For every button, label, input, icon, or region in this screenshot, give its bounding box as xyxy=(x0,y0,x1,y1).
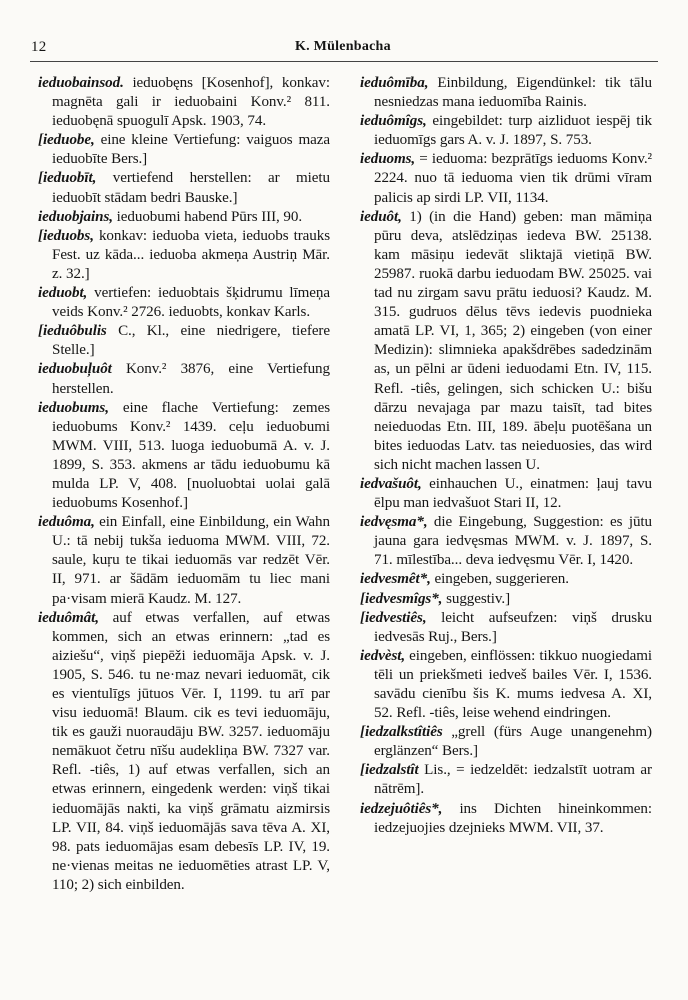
entry-definition: eine flache Vertiefung: zemes ieduobums Konv.² 1439. ceļu ieduobumi MWM. VIII, 513. luoga ieduobumā A. v. J. 1899, S. 353. akmens ar tādu ieduobumu kā mulda LP. V, 408. [nuoluobtai uolai galā ieduobums Kosenhof.] xyxy=(52,399,330,512)
entry-headword: iedvesmêt*, xyxy=(360,571,431,588)
entry-definition: = ieduoma: bezprātīgs ieduoms Konv.² 2224. nuo tā ieduoma vien tik drūmi vīram palicis ap sirdi LP. VII, 1134. xyxy=(374,151,652,206)
entry-headword: ieduobums, xyxy=(38,399,109,416)
dictionary-entry xyxy=(38,399,330,514)
entry-definition: ein Einfall, eine Einbildung, ein Wahn U.: tā nebij tukša ieduoma MWM. VIII, 72. saule, kuŗu te tikai ieduomās var redzēt Vēr. II, 971. ar šādām ieduomām tu liec mani pa·visam mierā Kaudz. M. 127. xyxy=(52,514,330,607)
entry-headword: ieduobt, xyxy=(38,285,88,302)
dictionary-entry xyxy=(38,284,330,322)
entry-definition: eingeben, suggerieren. xyxy=(430,571,569,588)
entry-headword: ieduômība, xyxy=(360,75,429,91)
dictionary-entry xyxy=(360,761,652,799)
entry-definition: ieduobęns [Kosenhof], konkav: magnēta gali ir ieduobaini Konv.² 811. ieduobęnā spuogulī Apsk. 1903, 74. xyxy=(52,75,330,130)
entry-definition: Konv.² 3876, eine Vertiefung herstellen. xyxy=(52,361,330,397)
entry-definition: 1) (in die Hand) geben: man māmiņa pūru deva, atslēdziņas iedeva BW. 25138. kam māsiņu iedevāt sliktajā vietiņā BW. 25987. ruokā darbu ieduodam BW. 25025. vai tad nu zirgam savu prātu ieduosi? Kaudz. M. 315. gudruos dēlus tēvs iedevis puodnieka amatā LP. VI, 1, 365; 2) eingeben (von einer Medizin): slimniekа apakšdrēbes sadedzinām as, un pēlni ar ūdeni ieduodami Etn. IV, 115. Refl. -tiês, gelingen, sich schicken U.: bišu dārzu nevajaga par mazu taisīt, tad bites neieduodas Etn. III, 189. ābeļu puotēšana un bites ieduodas Latv. tas neieduosies, das wird sich nicht machen lassen U. xyxy=(374,208,652,473)
left-dictionary-column xyxy=(38,74,330,895)
page-number: 12 xyxy=(31,39,47,55)
entry-definition: suggestiv.] xyxy=(442,590,511,607)
dictionary-entry xyxy=(38,322,330,360)
page-header xyxy=(30,37,658,62)
entry-headword: [ieduobs, xyxy=(38,227,94,244)
entry-headword: iedzejuôtiês*, xyxy=(360,800,443,817)
entry-headword: ieduômîgs, xyxy=(360,113,427,130)
dictionary-entry xyxy=(38,208,330,227)
dictionary-entry xyxy=(360,723,652,761)
entry-headword: ieduobjains, xyxy=(38,208,113,225)
dictionary-entry xyxy=(360,609,652,647)
entry-headword: iedvèst, xyxy=(360,647,406,664)
dictionary-entry xyxy=(38,360,330,398)
entry-headword: ieduôt, xyxy=(360,208,402,225)
dictionary-entry xyxy=(38,169,330,207)
entry-definition: konkav: ieduoba vieta, ieduobs trauks Fest. uz kāda... ieduoba akmeņa Austriņ Mār. z. 32.] xyxy=(52,227,330,282)
entry-headword: ieduoms, xyxy=(360,151,416,168)
entry-definition: leicht aufseufzen: viņš drusku iedvesās Ruj., Bers.] xyxy=(374,609,652,645)
dictionary-entry xyxy=(360,112,652,150)
entry-definition: vertiefend herstellen: ar mietu ieduobīt stādam bedri Bauske.] xyxy=(52,170,330,206)
entry-definition: eingebildet: turp aizliduot iespēj tik ieduomīgs gars A. v. J. 1897, S. 753. xyxy=(374,113,652,149)
entry-headword: [iedzalkstîtiês xyxy=(360,724,443,741)
right-dictionary-column xyxy=(360,74,652,838)
entry-headword: [ieduôbulis xyxy=(38,323,107,340)
entry-definition: die Eingebung, Suggestion: es jūtu jauna gara iedvęsmas MWM. v. J. 1897, S. 71. mīlestība... deva iedvęsmu Vēr. I, 1420. xyxy=(374,514,652,569)
entry-headword: [iedvesmîgs*, xyxy=(360,590,443,607)
dictionary-entry xyxy=(360,475,652,513)
dictionary-entry xyxy=(360,208,652,475)
entry-definition: „grell (fürs Auge unangenehm) erglänzen“ Bers.] xyxy=(374,724,652,760)
entry-headword: iedvašuôt, xyxy=(360,475,422,492)
dictionary-entry xyxy=(360,590,652,609)
dictionary-entry xyxy=(38,227,330,284)
entry-definition: Lis., = iedzeldēt: iedzalstīt uotram ar nātrēm]. xyxy=(374,762,652,798)
entry-headword: [ieduobe, xyxy=(38,132,95,149)
entry-definition: einhauchen U., einatmen: ļauj tavu ēlpu man iedvašuot Stari II, 12. xyxy=(374,475,652,512)
entry-definition: Einbildung, Eigendünkel: tik tālu nesniedzas mana ieduomība Rainis. xyxy=(374,75,652,111)
dictionary-entry xyxy=(360,513,652,570)
entry-definition: auf etwas verfallen, auf etwas kommen, sich an etwas erinnern: „tad es aiziešu“, viņš piepēži ieduomāja Apsk. v. J. 1905, S. 546. tu ne·maz nevari ieduomāt, cik es vientulīgs jūtuos Vēr. I, 1199. tu arī par visu ieduomā! Blaum. cik es tevi ieduomāju, tik es gauži nuoraudāju BW. 3257. ieduomāju nemākuot četru nīšu audekliņa BW. 7327 var. Refl. -tiês, 1) auf etwas verfallen, sich an etwas erinnern, eingedenk werden: viņš tikai ieduomājās nakti, ka viņš grāmatu aizmirsis LP. VII, 84. viņš ieduomājās sava tēva A. XI, 98. pats ieduomājas esam debesīs LP. IV, 19. ne·vienas meitas ne ieduomēties atrast LP. V, 110; 2) sich einbilden. xyxy=(52,609,330,893)
entry-headword: ieduômât, xyxy=(38,609,99,626)
entry-definition: vertiefen: ieduobtais šķidrumu līmeņa veids Konv.² 2726. ieduobts, konkav Karls. xyxy=(52,285,330,321)
entry-headword: [iedvestiês, xyxy=(360,609,427,626)
entry-definition: eine kleine Vertiefung: vaiguos maza ieduobīte Bers.] xyxy=(52,132,330,168)
entry-definition: ins Dichten hineinkommen: iedzejuojies dzejnieks MWM. VII, 37. xyxy=(374,800,652,836)
dictionary-entry xyxy=(360,74,652,112)
entry-headword: [ieduobīt, xyxy=(38,170,97,187)
dictionary-entry xyxy=(360,150,652,207)
running-head: K. Mülenbacha xyxy=(295,39,391,54)
entry-definition: C., Kl., eine niedrigere, tiefere Stelle.] xyxy=(52,323,330,359)
entry-headword: [iedzalstît xyxy=(360,762,419,779)
entry-headword: iedvęsma*, xyxy=(360,514,428,531)
dictionary-entry xyxy=(38,609,330,895)
dictionary-entry xyxy=(360,570,652,589)
dictionary-entry xyxy=(38,74,330,131)
entry-headword: ieduobuļuôt xyxy=(38,361,112,378)
dictionary-entry xyxy=(360,647,652,723)
dictionary-entry xyxy=(38,513,330,608)
entry-headword: ieduôma, xyxy=(38,514,95,531)
entry-headword: ieduobainsod. xyxy=(38,75,124,91)
dictionary-entry xyxy=(360,800,652,838)
entry-definition: ieduobumi habend Pūrs III, 90. xyxy=(112,208,303,225)
dictionary-entry xyxy=(38,131,330,169)
entry-definition: eingeben, einflössen: tikkuo nuogiedami tēli un priekšmeti iedveš bailes Vēr. I, 1536. savādu cienību šis K. mums iedvesa A. XI, 52. Refl. -tiês, leise wehend eindringen. xyxy=(374,647,652,722)
